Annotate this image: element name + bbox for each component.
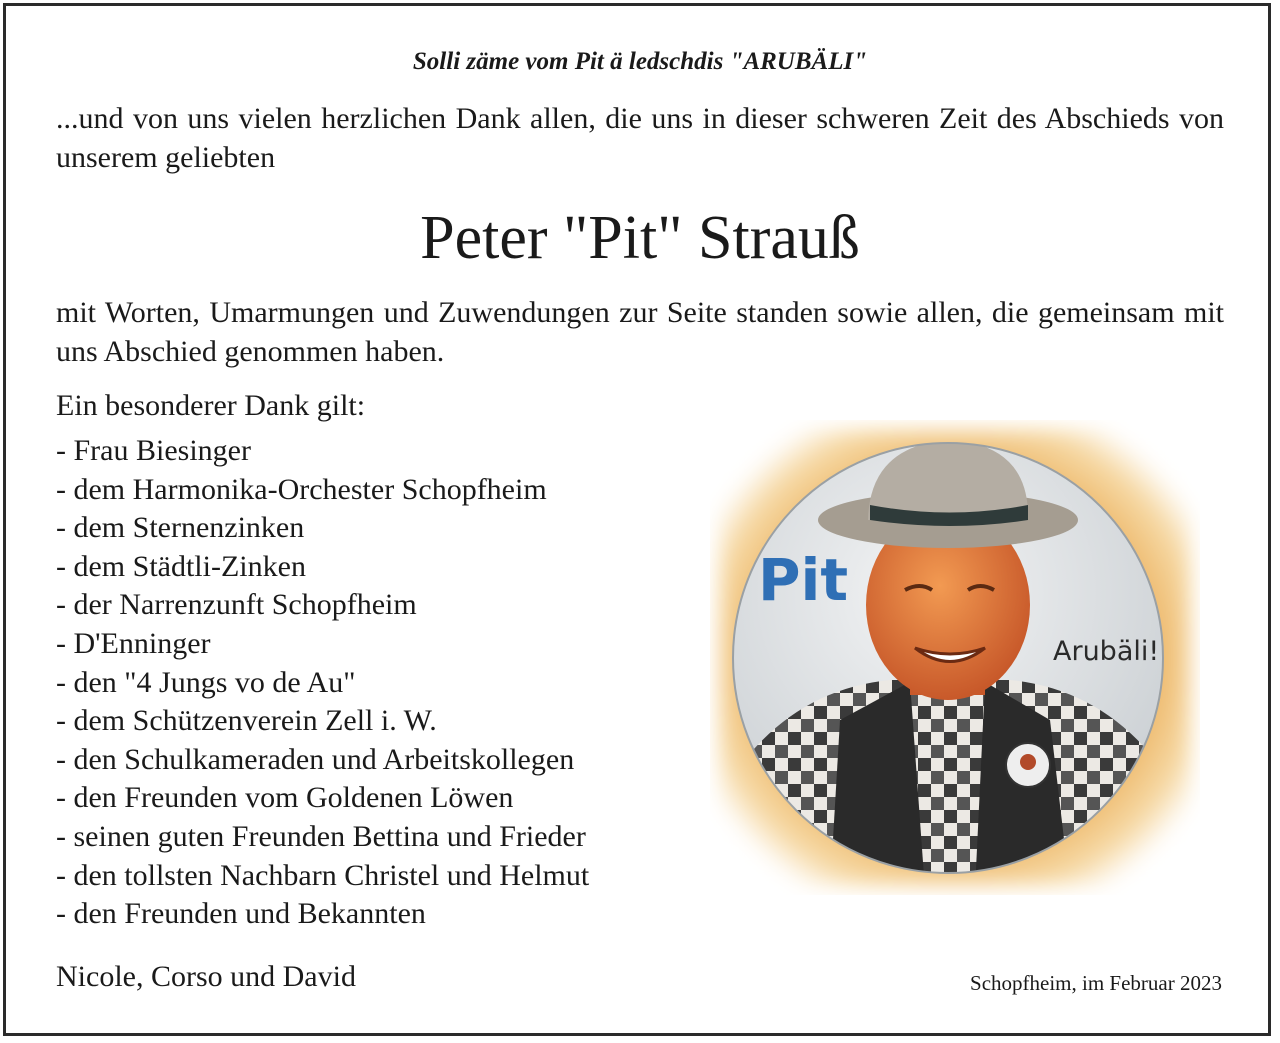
place-date: Schopfheim, im Februar 2023 — [970, 971, 1222, 995]
list-item: - dem Sternenzinken — [56, 511, 305, 545]
intro-text: ...und von uns vielen herzlichen Dank allen, die uns in dieser schweren Zeit des Abschieds von unserem geliebten — [56, 102, 1224, 174]
button-text: Pit — [758, 546, 849, 614]
list-item: - dem Städtli-Zinken — [56, 549, 306, 583]
list-item: - den tollsten Nachbarn Christel und Helmut — [56, 858, 590, 892]
after-name-text: mit Worten, Umarmungen und Zuwendungen zur Seite standen sowie allen, die gemeinsam mit uns Abschied genommen haben. — [56, 296, 1224, 368]
list-item: - den Schulkameraden und Arbeitskollegen — [56, 742, 575, 776]
list-item: - seinen guten Freunden Bettina und Frieder — [56, 819, 586, 853]
thanks-list — [56, 432, 589, 934]
deceased-name: Peter "Pit" Strauß — [420, 204, 860, 272]
list-item: - D'Enninger — [56, 626, 211, 660]
list-item: - den Freunden und Bekannten — [56, 897, 426, 931]
list-item: - dem Harmonika-Orchester Schopfheim — [56, 472, 547, 506]
motto: Solli zäme vom Pit ä ledschdis "ARUBÄLI" — [412, 48, 868, 75]
button-slogan: Arubäli! — [1053, 636, 1160, 667]
list-item: - dem Schützenverein Zell i. W. — [56, 704, 437, 738]
list-item: - den Freunden vom Goldenen Löwen — [56, 781, 514, 815]
memorial-photo — [710, 420, 1200, 895]
list-item: - den "4 Jungs vo de Au" — [56, 665, 356, 699]
list-item: - Frau Biesinger — [56, 434, 251, 467]
list-item: - der Narrenzunft Schopfheim — [56, 588, 417, 622]
signature: Nicole, Corso und David — [56, 960, 356, 993]
thanks-heading: Ein besonderer Dank gilt: — [56, 389, 366, 422]
